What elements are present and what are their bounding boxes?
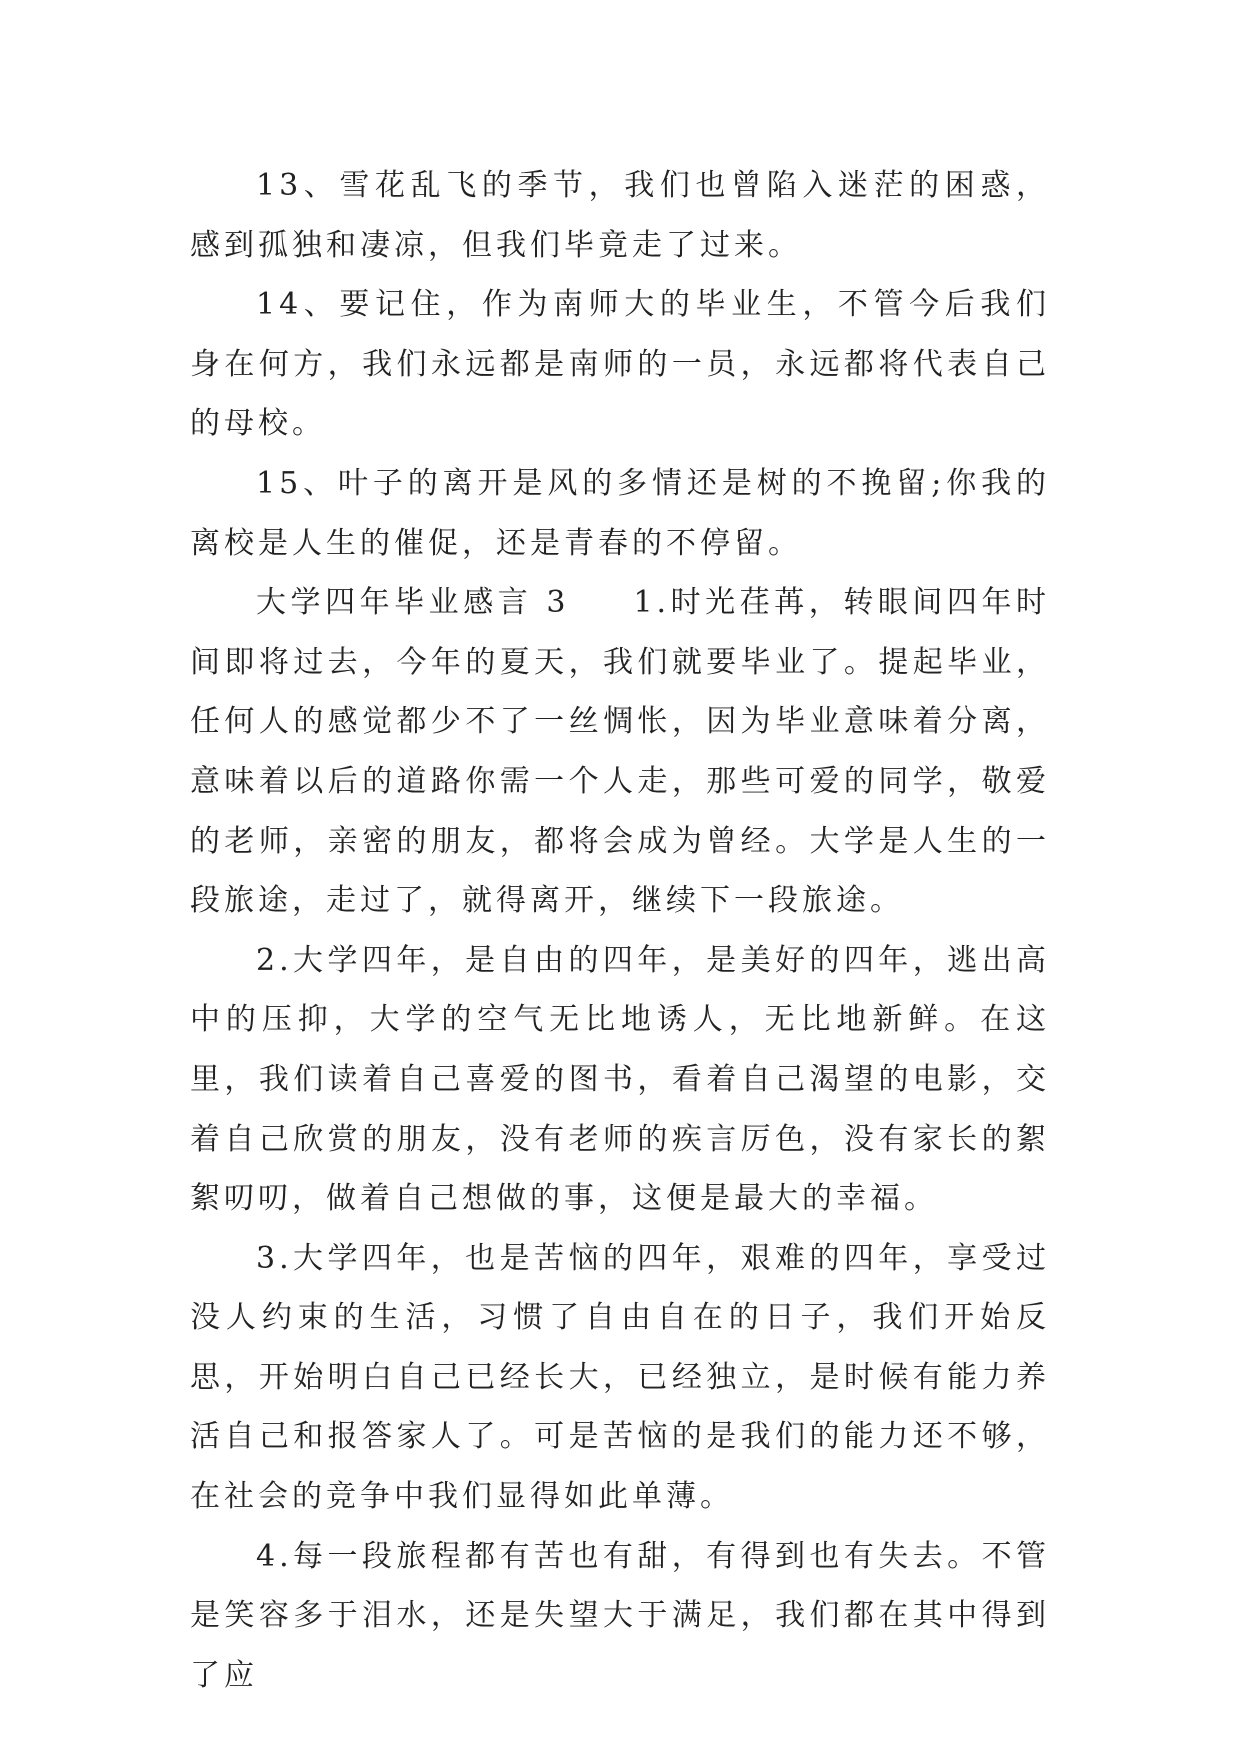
paragraph-14: 14、要记住，作为南师大的毕业生，不管今后我们身在何方，我们永远都是南师的一员，永远都将代表自己的母校。 (190, 287, 1050, 442)
section-first-item: 1.时光荏苒，转眼间四年时间即将过去，今年的夏天，我们就要毕业了。提起毕业，任何人的感觉都少不了一丝惆怅，因为毕业意味着分离，意味着以后的道路你需一个人走，那些可爱的同学，敬爱的老师，亲密的朋友，都将会成为曾经。大学是人生的一段旅途，走过了，就得离开，继续下一段旅途。 (190, 585, 1051, 919)
paragraph-13: 13、雪花乱飞的季节，我们也曾陷入迷茫的困惑，感到孤独和凄凉，但我们毕竟走了过来。 (190, 168, 1050, 263)
section-heading: 大学四年毕业感言 3 (256, 585, 570, 621)
item-2: 2.大学四年，是自由的四年，是美好的四年，逃出高中的压抑，大学的空气无比地诱人，无比地新鲜。在这里，我们读着自己喜爱的图书，看着自己渴望的电影，交着自己欣赏的朋友，没有老师的疾言厉色，没有家长的絮絮叨叨，做着自己想做的事，这便是最大的幸福。 (190, 942, 1050, 1217)
item-3: 3.大学四年，也是苦恼的四年，艰难的四年，享受过没人约束的生活，习惯了自由自在的日子，我们开始反思，开始明白自己已经长大，已经独立，是时候有能力养活自己和报答家人了。可是苦恼的是我们的能力还不够，在社会的竞争中我们显得如此单薄。 (190, 1240, 1050, 1515)
section-paragraph (190, 573, 1050, 931)
item-4: 4.每一段旅程都有苦也有甜，有得到也有失去。不管是笑容多于泪水，还是失望大于满足，我们都在其中得到了应 (190, 1538, 1050, 1693)
document-body (190, 156, 1050, 1705)
paragraph-15: 15、叶子的离开是风的多情还是树的不挽留;你我的离校是人生的催促，还是青春的不停留。 (190, 465, 1050, 561)
